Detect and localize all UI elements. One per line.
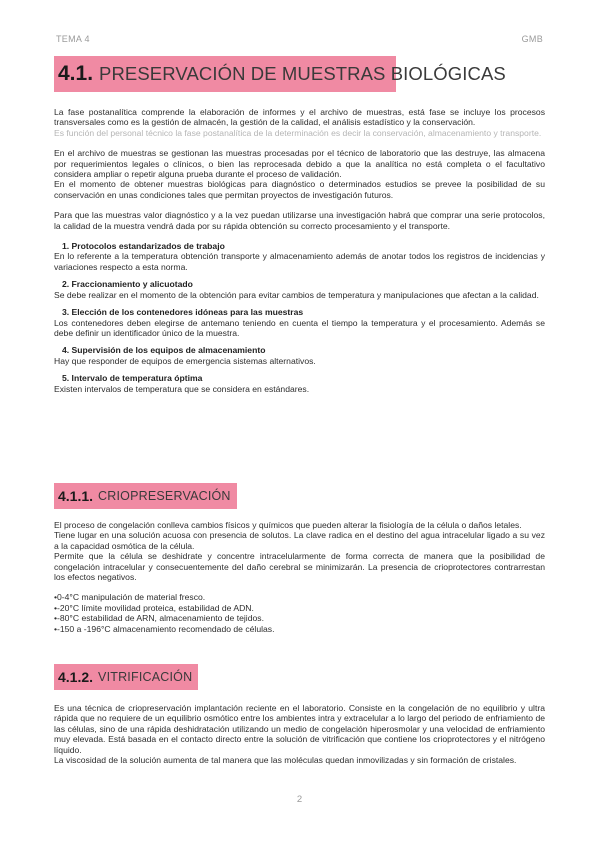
protocol-item-text: Hay que responder de equipos de emergencia sistemas alternativos. (54, 355, 316, 366)
list-item: • -150 a -196°C almacenamiento recomendado de células. (54, 624, 545, 634)
protocol-item (54, 345, 545, 366)
protocol-item-title: 1. Protocolos estandarizados de trabajo (62, 241, 225, 252)
temperature-list (54, 592, 545, 634)
paragraph: La fase postanalítica comprende la elaboración de informes y el archivo de muestras, está fase se incluye los procesos transversales como es la gestión de almacén, la gestión de la calidad, el análisis estadístico y la conservación. (54, 107, 545, 128)
list-item: • -80°C estabilidad de ARN, almacenamiento de tejidos. (54, 613, 545, 623)
section-number: 4.1. (58, 62, 94, 85)
protocol-item-title: 5. Intervalo de temperatura óptima (62, 373, 203, 384)
protocol-item-title: 4. Supervisión de los equipos de almacenamiento (62, 345, 266, 356)
section-number: 4.1.1. (58, 488, 94, 504)
paragraph: El proceso de congelación conlleva cambios físicos y químicos que pueden alterar la fisiología de la célula o daños letales. (54, 520, 522, 530)
list-item: • -20°C límite movilidad proteica, estabilidad de ADN. (54, 603, 545, 613)
section-4-1-body (54, 107, 545, 394)
protocol-item-text: En lo referente a la temperatura obtención transporte y almacenamiento además de anotar todos los registros de incidencias y variaciones respecto a esta norma. (54, 251, 545, 272)
section-4-1-2-body (54, 703, 545, 765)
paragraph-light: Es función del personal técnico la fase postanalítica de la determinación es decir la conservación, almacenamiento y transporte. (54, 127, 542, 138)
protocol-item-text: Existen intervalos de temperatura que se considera en estándares. (54, 383, 310, 394)
header-topic: TEMA 4 (56, 34, 90, 44)
section-heading-4-1 (54, 56, 506, 92)
section-4-1-1-body (54, 520, 545, 634)
paragraph: Para que las muestras valor diagnóstico y a la vez puedan utilizarse una investigación habrá que comprar una serie protocolos, la calidad de la muestra vendrá dada por su rápida obtención su correcto procesamiento y el transporte. (54, 210, 545, 231)
header-subject: GMB (521, 34, 543, 44)
paragraph: Tiene lugar en una solución acuosa con presencia de solutos. La clave radica en el destino del agua intracelular ligado a su vez a la capacidad osmótica de la célula. (54, 530, 545, 551)
protocol-item (54, 279, 545, 300)
protocol-item (54, 241, 545, 272)
list-item: • 0-4°C manipulación de material fresco. (54, 592, 545, 602)
protocol-item-title: 2. Fraccionamiento y alicuotado (62, 279, 193, 290)
section-title: VITRIFICACIÓN (98, 670, 193, 684)
protocol-item-title: 3. Elección de los contenedores idóneas para las muestras (62, 307, 304, 318)
paragraph: Permite que la célula se deshidrate y concentre intracelularmente de forma correcta de manera que la posibilidad de congelación intracelular y consecuentemente del daño cerebral se minimizarán. La presencia de crioprotectores contrarrestan los efectos negativos. (54, 551, 545, 583)
paragraph: Es una técnica de criopreservación implantación reciente en el laboratorio. Consiste en la congelación de no equilibrio y ultra rápida que no requiere de un equilibrio osmótico entre los ambientes intra y extracelular a lo largo del periodo de enfriamiento de las células, sino de una rápida deshidratación utilizando un medio de congelación hiperosmolar y una velocidad de enfriamiento muy elevada. Está basada en el contacto directo entre la solución de vitrificación que contiene los crioprotectores y el nitrógeno líquido. (54, 703, 545, 755)
page-number: 2 (296, 794, 303, 805)
paragraph: En el momento de obtener muestras biológicas para diagnóstico o determinados estudios se prevee la posibilidad de su conservación en unas condiciones tales que permitan proyectos de investigación futuros. (54, 179, 545, 200)
paragraph: En el archivo de muestras se gestionan las muestras procesadas por el técnico de laboratorio que las destruye, las almacena por requerimientos legales o clínicos, o bien las reprocesada debido a que la analítica no está completa o el facultativo considera ampliar o repetir alguna prueba durante el proceso de validación. (54, 148, 545, 180)
section-title: CRIOPRESERVACIÓN (98, 489, 231, 503)
section-heading-4-1-1 (54, 483, 237, 509)
section-title: PRESERVACIÓN DE MUESTRAS BIOLÓGICAS (99, 63, 506, 84)
paragraph: La viscosidad de la solución aumenta de tal manera que las moléculas quedan inmovilizadas y sin formación de cristales. (54, 755, 517, 766)
protocol-item-text: Los contenedores deben elegirse de antemano teniendo en cuenta el tiempo la temperatura y el procesamiento. Además se debe definir un identificador único de la muestra. (54, 317, 545, 338)
protocol-item (54, 307, 545, 338)
section-heading-4-1-2 (54, 664, 198, 690)
section-number: 4.1.2. (58, 669, 94, 685)
protocol-item (54, 373, 545, 394)
protocol-item-text: Se debe realizar en el momento de la obtención para evitar cambios de temperatura y manipulaciones que afectan a la calidad. (54, 289, 539, 300)
